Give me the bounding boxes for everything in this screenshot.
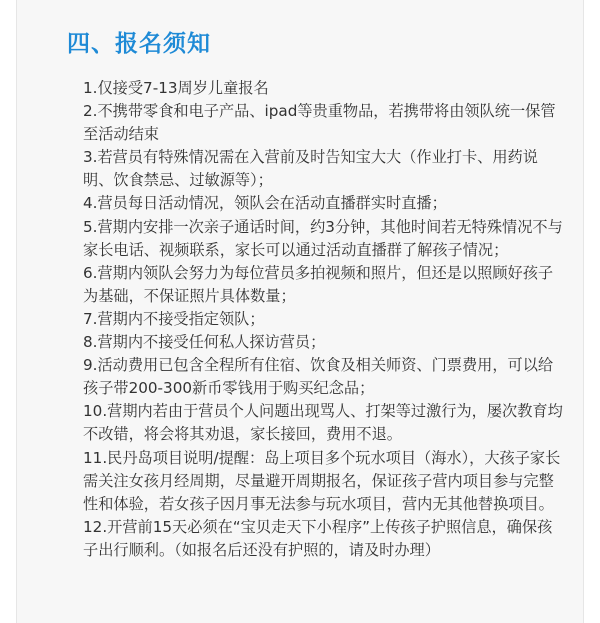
notice-list bbox=[83, 77, 565, 562]
notice-item-4: 4.营员每日活动情况，领队会在活动直播群实时直播； bbox=[83, 194, 447, 213]
notice-item-3: 3.若营员有特殊情况需在入营前及时告知宝大大（作业打卡、用药说明、饮食禁忌、过敏源等）； bbox=[83, 148, 538, 190]
notice-item-1: 1.仅接受7-13周岁儿童报名 bbox=[83, 79, 269, 97]
notice-item-10: 10.营期内若由于营员个人问题出现骂人、打架等过激行为，屡次教育均不改错，将会将其劝退，家长接回，费用不退。 bbox=[83, 402, 563, 444]
notice-item-12: 12.开营前15天必须在“宝贝走天下小程序”上传孩子护照信息，确保孩子出行顺利。（如报名后还没有护照的，请及时办理） bbox=[83, 517, 553, 559]
section-title: 四、报名须知 bbox=[67, 31, 211, 57]
notice-item-11: 11.民丹岛项目说明/提醒：岛上项目多个玩水项目（海水），大孩子家长需关注女孩月经周期，尽量避开周期报名，保证孩子营内项目参与完整性和体验，若女孩子因月事无法参与玩水项目，营内无其他替换项目。 bbox=[83, 448, 561, 513]
notice-item-6: 6.营期内领队会努力为每位营员多拍视频和照片，但还是以照顾好孩子为基础，不保证照片具体数量； bbox=[83, 263, 554, 305]
notice-card bbox=[16, 0, 584, 623]
notice-item-5: 5.营期内安排一次亲子通话时间，约3分钟，其他时间若无特殊情况不与家长电话、视频联系，家长可以通过活动直播群了解孩子情况； bbox=[83, 217, 563, 259]
notice-item-8: 8.营期内不接受任何私人探访营员； bbox=[83, 333, 326, 352]
notice-item-9: 9.活动费用已包含全程所有住宿、饮食及相关师资、门票费用，可以给孩子带200-300新币零钱用于购买纪念品； bbox=[83, 356, 554, 398]
notice-item-7: 7.营期内不接受指定领队； bbox=[83, 309, 265, 328]
notice-item-2: 2.不携带零食和电子产品、ipad等贵重物品，若携带将由领队统一保管至活动结束 bbox=[83, 102, 556, 144]
